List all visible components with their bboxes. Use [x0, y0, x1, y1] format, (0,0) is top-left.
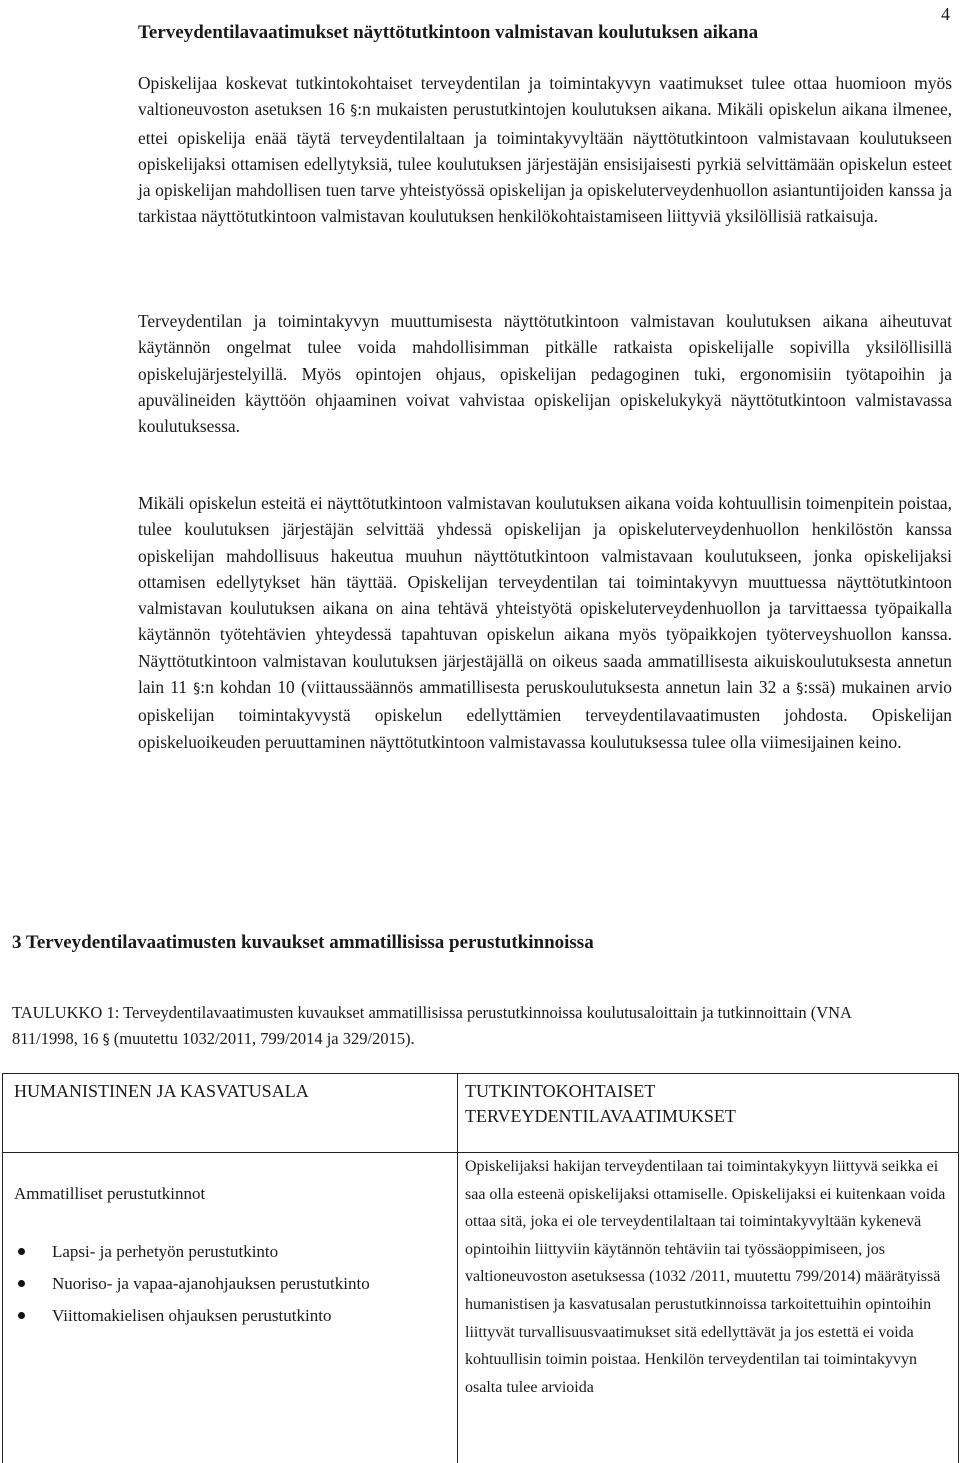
degree-name: Nuoriso- ja vapaa-ajanohjauksen perustutkinto — [52, 1274, 370, 1293]
table-caption-part-a: TAULUKKO 1: Terveydentilavaatimusten kuvaukset ammatillisissa perustutkinnoissa koulutusaloittain ja tutkinnoittain (VNA 811/1998, 16 — [12, 1003, 852, 1048]
section-sign: § — [796, 681, 804, 698]
degree-name: Viittomakielisen ohjauksen perustutkinto — [52, 1306, 332, 1325]
paragraph-3-part-b: :n kohdan 10 (viittaussäännös ammatillisesta peruskoulutuksesta annetun lain 32 a — [200, 677, 797, 698]
paragraph-1-part-b: :n mukaisten perustutkintojen koulutuksen aikana. Mikäli opiskelun aikana ilmenee, ettei opiskelija enää täytä terveydentilaltaan ja toimintakyvyltään näyttötutkintoon valmistavaan koulutukseen opiskelijaksi ottamisen edellytyksiä, tulee koulutuksen järjestäjän ensisijaisesti pyrkiä selvittämään opiskelun esteet ja opiskelijan mahdollisen tuen tarve yhteistyössä opiskelijan ja opiskeluterveydenhuollon asiantuntijoiden kanssa ja tarkistaa näyttötutkintoon valmistavan koulutuksen henkilökohtaistamiseen liittyviä yksilöllisiä ratkaisuja. — [138, 99, 953, 227]
table-header-field: HUMANISTINEN JA KASVATUSALA — [14, 1081, 309, 1101]
paragraph-3-part-a: Mikäli opiskelun esteitä ei näyttötutkintoon valmistavan koulutuksen aikana voida kohtuullisin toimenpitein poistaa, tulee koulutuksen järjestäjän selvittää yhdessä opiskelijan ja opiskeluterveydenhuollon henkilöstön kanssa opiskelijan mahdollisuus hakeutua muuhun näyttötutkintoon valmistavaan koulutukseen, jonka opiskelijaksi ottamisen edellytykset hän täyttää. Opiskelijan terveydentilan tai toimintakyvyn muuttuessa näyttötutkintoon valmistavan koulutuksen aikana on aina tehtävä yhteistyötä opiskeluterveydenhuollon ja tarvittaessa työpaikalla käytännön työtehtävien yhteydessä tapahtuvan opiskelun aikana myös työpaikkojen työterveyshuollon kanssa. Näyttötutkintoon valmistavan koulutuksen järjestäjällä on oikeus saada ammatillisesta aikuiskoulutuksesta annetun lain 11 — [138, 493, 952, 698]
table-subheading: Ammatilliset perustutkinnot — [14, 1184, 206, 1203]
table-header-requirements: TUTKINTOKOHTAISET TERVEYDENTILAVAATIMUKSET — [465, 1081, 736, 1126]
section-sign: § — [350, 103, 358, 120]
bullet-icon — [18, 1248, 25, 1255]
list-item — [18, 1237, 448, 1266]
list-item — [18, 1269, 448, 1298]
table-border-top — [2, 1073, 959, 1074]
requirement-text: Opiskelijaksi hakijan terveydentilaan tai toimintakykyyn liittyvä seikka ei saa olla esteenä opiskelijaksi ottamiselle. Opiskelijaksi ei kuitenkaan voida ottaa sitä, joka ei ole terveydentilaltaan tai toimintakyvyltään kykenevä opintoihin liittyviin käytännön tehtäviin tai työssäoppimiseen, jos valtioneuvoston asetuksessa (1032 /2011, muutettu 799/2014) määrätyissä humanistisen ja kasvatusalan perustutkinnoissa tarkoitettuihin opintoihin liittyvät turvallisuusvaatimukset sitä edellyttävät ja jos estettä ei voida kohtuullisin toimin poistaa. Henkilön terveydentilan tai toimintakyvyn osalta tulee arvioida — [465, 1158, 946, 1396]
paragraph-2 — [138, 308, 952, 439]
paragraph-2-text: Terveydentilan ja toimintakyvyn muuttumisesta näyttötutkintoon valmistavan koulutuksen aikana aiheutuvat käytännön ongelmat tulee voida mahdollisimman pitkälle ratkaista opiskelijalle sopivilla yksilöllisillä opiskelujärjestelyillä. Myös opintojen ohjaus, opiskelijan pedagoginen tuki, ergonomisiin työtapoihin ja apuvälineiden käyttöön ohjaaminen voivat vahvistaa opiskelijan opiskelukykyä näyttötutkintoon valmistavassa koulutuksessa. — [138, 311, 952, 437]
section-sign: § — [193, 681, 201, 698]
table-divider-left — [2, 1152, 457, 1153]
paragraph-3-part-c: :ssä) mukainen arvio opiskelijan toimintakyvystä opiskelun edellyttämien terveydentilavaatimusten johdosta. Opiskelijan opiskeluoikeuden peruuttaminen näyttötutkintoon valmistavassa koulutuksessa tulee olla viimesijainen keino. — [138, 677, 952, 752]
page-heading: Terveydentilavaatimukset näyttötutkintoon valmistavan koulutuksen aikana — [138, 22, 759, 43]
page-number: 4 — [941, 4, 950, 24]
table-column-divider — [457, 1073, 458, 1463]
table-caption — [12, 1000, 912, 1053]
section-sign: § — [102, 1032, 110, 1048]
requirements-table — [2, 1073, 960, 1463]
paragraph-3 — [138, 490, 952, 755]
table-border-left — [2, 1073, 3, 1463]
table-border-right — [958, 1073, 959, 1463]
list-item — [18, 1301, 448, 1330]
paragraph-1 — [138, 70, 952, 230]
degree-name: Lapsi- ja perhetyön perustutkinto — [52, 1242, 279, 1261]
degree-list — [18, 1237, 448, 1333]
bullet-icon — [18, 1312, 25, 1319]
paragraph-1-part-a: Opiskelijaa koskevat tutkintokohtaiset terveydentilan ja toimintakyvyn vaatimukset tulee ottaa huomioon myös valtioneuvoston asetuksen 16 — [138, 73, 952, 120]
section-heading: 3 Terveydentilavaatimusten kuvaukset ammatillisissa perustutkinnoissa — [12, 932, 594, 953]
bullet-icon — [18, 1280, 25, 1287]
table-caption-part-b: (muutettu 1032/2011, 799/2014 ja 329/2015). — [109, 1029, 415, 1048]
